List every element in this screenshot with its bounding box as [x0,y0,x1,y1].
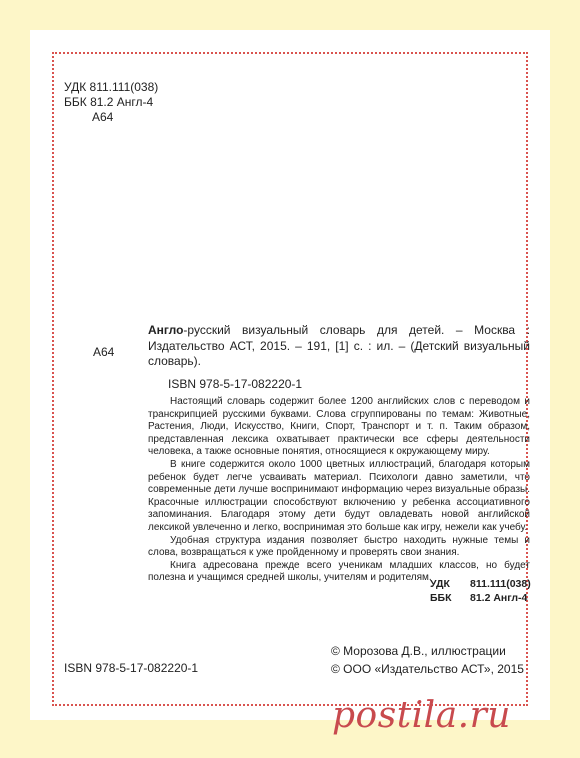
annotation-paragraph: Удобная структура издания позволяет быстро находить нужные темы и слова, возвращаться к уже пройденному и проверять свои знания. [148,534,530,559]
bottom-classification-codes [430,577,531,605]
entry-title-bold: Англо [148,323,184,337]
top-classification-codes [64,80,158,125]
watermark-text: postila.ru [332,694,511,736]
annotation [148,396,530,585]
left-author-mark: А64 [93,345,115,359]
watermark [332,690,572,740]
bottom-isbn: ISBN 978-5-17-082220-1 [64,661,199,675]
copyright-block [331,642,524,678]
annotation-paragraph: Книга адресована прежде всего ученикам младших классов, но будет полезна и учащимся средней школы, учителям и родителям. [148,559,530,584]
udk-value: 811.111(038) [470,578,531,590]
copyright-line: © ООО «Издательство АСТ», 2015 [331,662,524,676]
annotation-paragraph: В книге содержится около 1000 цветных иллюстраций, благодаря которым ребенок будет легче усваивать материал. Психологи давно заметили, что современные дети лучше воспринимают информацию через визуальные образы. Красочные иллюстрации способствуют включению у ребенка ассоциативного запоминания. Благодаря этому дети будут овладевать новой английской лексикой увлеченно и легко, воспринимая это больше как игру, нежели как учебу. [148,458,530,533]
bbk-code: ББК 81.2 Англ-4 [64,95,154,109]
udk-code: УДК 811.111(038) [64,80,159,94]
bibliographic-entry [148,323,530,370]
annotation-paragraph: Настоящий словарь содержит более 1200 английских слов с переводом и транскрипцией русскими буквами. Слова сгруппированы по темам: Животные, Растения, Люди, Искусство, Книги, Спорт, Транспорт и т. п. Таким образом, представленная лексика охватывает практически все сферы деятельности человека, а также основные понятия, относящиеся к окружающему миру. [148,396,530,458]
author-mark: А64 [92,110,114,124]
bbk-label: ББК [430,592,452,604]
copyright-line: © Морозова Д.В., иллюстрации [331,644,506,658]
bbk-value: 81.2 Англ-4 [470,592,528,604]
udk-label: УДК [430,578,450,590]
entry-title-rest: -русский визуальный словарь для детей. – Москва : Издательство АСТ, 2015. – 191, [1] с. : ил. – (Детский визуальный словарь). [148,323,530,368]
entry-isbn: ISBN 978-5-17-082220-1 [168,377,303,391]
